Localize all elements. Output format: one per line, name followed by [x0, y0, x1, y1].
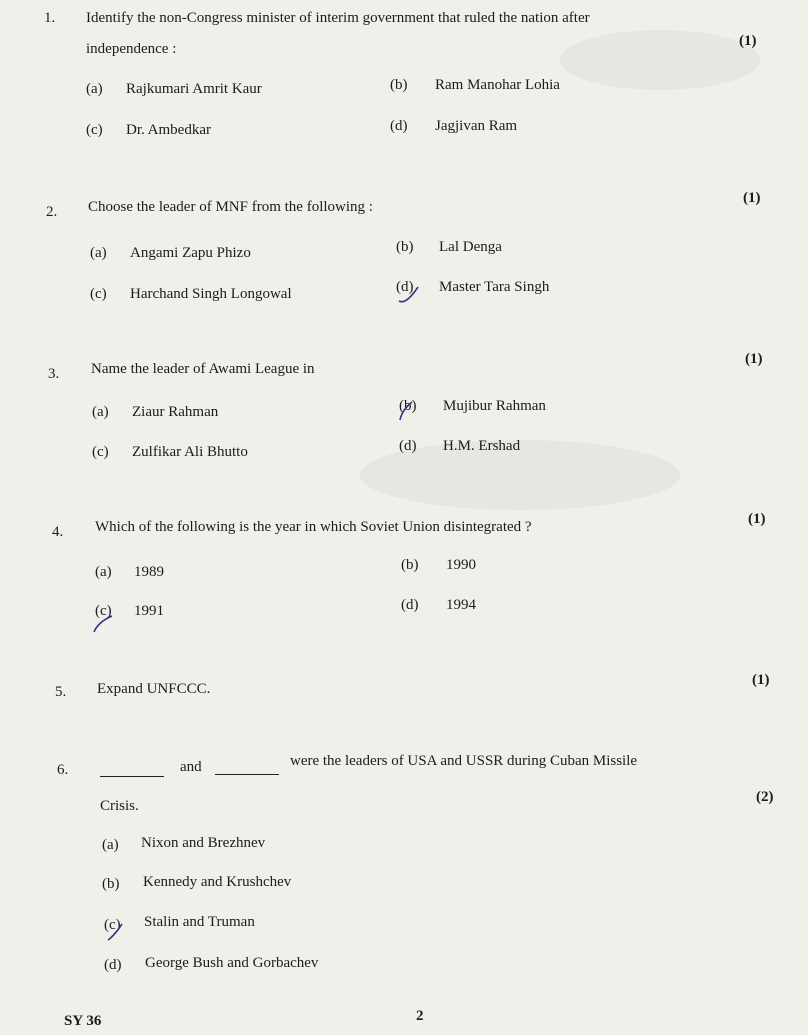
option-label: (a): [95, 564, 112, 580]
option-label: (b): [396, 239, 414, 255]
question-number: 3.: [48, 366, 60, 382]
option-label: (c): [86, 122, 103, 138]
pen-tick-mark: [90, 608, 116, 634]
option-text: Harchand Singh Longowal: [130, 286, 292, 302]
option-text: Mujibur Rahman: [443, 398, 546, 414]
question-text: were the leaders of USA and USSR during Cuban Missile: [290, 753, 638, 769]
marks-badge: (1): [739, 33, 757, 49]
pen-tick-mark: [396, 283, 422, 307]
page-number: 2: [416, 1008, 424, 1024]
option-label: (a): [102, 837, 119, 853]
option-label: (b): [390, 77, 408, 93]
option-label: (c): [104, 917, 121, 933]
question-text: Expand UNFCCC.: [97, 681, 211, 697]
option-text: 1990: [446, 557, 476, 573]
option-text: Lal Denga: [439, 239, 502, 255]
question-text-continued: independence :: [86, 41, 177, 57]
option-text: Stalin and Truman: [144, 914, 255, 930]
option-label: (b): [102, 876, 120, 892]
option-text: Zulfikar Ali Bhutto: [132, 444, 248, 460]
option-label: (b): [399, 398, 417, 414]
option-text: Nixon and Brezhnev: [141, 835, 266, 851]
option-text: 1989: [134, 564, 164, 580]
question-text-continued: Crisis.: [100, 798, 139, 814]
option-text: Master Tara Singh: [439, 279, 550, 295]
option-text: George Bush and Gorbachev: [145, 955, 319, 971]
option-text: 1994: [446, 597, 476, 613]
paper-code: SY 36: [64, 1013, 102, 1029]
pen-tick-mark: [396, 398, 418, 422]
answer-blank: [215, 772, 279, 775]
question-text-connector: and: [180, 759, 202, 775]
question-text: Identify the non-Congress minister of interim government that ruled the nation after: [86, 10, 590, 26]
question-text: Which of the following is the year in which Soviet Union disintegrated ?: [95, 519, 532, 535]
option-text: Ziaur Rahman: [132, 404, 219, 420]
option-label: (b): [401, 557, 419, 573]
option-label: (d): [390, 118, 408, 134]
option-label: (c): [92, 444, 109, 460]
question-text: Name the leader of Awami League in: [91, 361, 315, 377]
option-label: (a): [86, 81, 103, 97]
option-text: Kennedy and Krushchev: [143, 874, 292, 890]
option-text: 1991: [134, 603, 164, 619]
question-number: 1.: [44, 10, 56, 26]
question-number: 4.: [52, 524, 64, 540]
option-label: (a): [92, 404, 109, 420]
option-label: (c): [95, 603, 112, 619]
question-text: Choose the leader of MNF from the following :: [88, 199, 373, 215]
marks-badge: (1): [748, 511, 766, 527]
paper-smudge: [560, 30, 760, 90]
option-text: Dr. Ambedkar: [126, 122, 211, 138]
question-number: 2.: [46, 204, 58, 220]
option-label: (d): [396, 279, 414, 295]
option-label: (d): [401, 597, 419, 613]
option-text: Ram Manohar Lohia: [435, 77, 560, 93]
option-label: (c): [90, 286, 107, 302]
answer-blank: [100, 774, 164, 777]
marks-badge: (1): [752, 672, 770, 688]
pen-tick-mark: [104, 918, 126, 942]
marks-badge: (2): [756, 789, 774, 805]
option-label: (a): [90, 245, 107, 261]
question-number: 5.: [55, 684, 67, 700]
option-text: H.M. Ershad: [443, 438, 521, 454]
option-label: (d): [104, 957, 122, 973]
question-number: 6.: [57, 762, 69, 778]
marks-badge: (1): [745, 351, 763, 367]
option-text: Jagjivan Ram: [435, 118, 518, 134]
marks-badge: (1): [743, 190, 761, 206]
option-label: (d): [399, 438, 417, 454]
option-text: Rajkumari Amrit Kaur: [126, 81, 262, 97]
option-text: Angami Zapu Phizo: [130, 245, 251, 261]
